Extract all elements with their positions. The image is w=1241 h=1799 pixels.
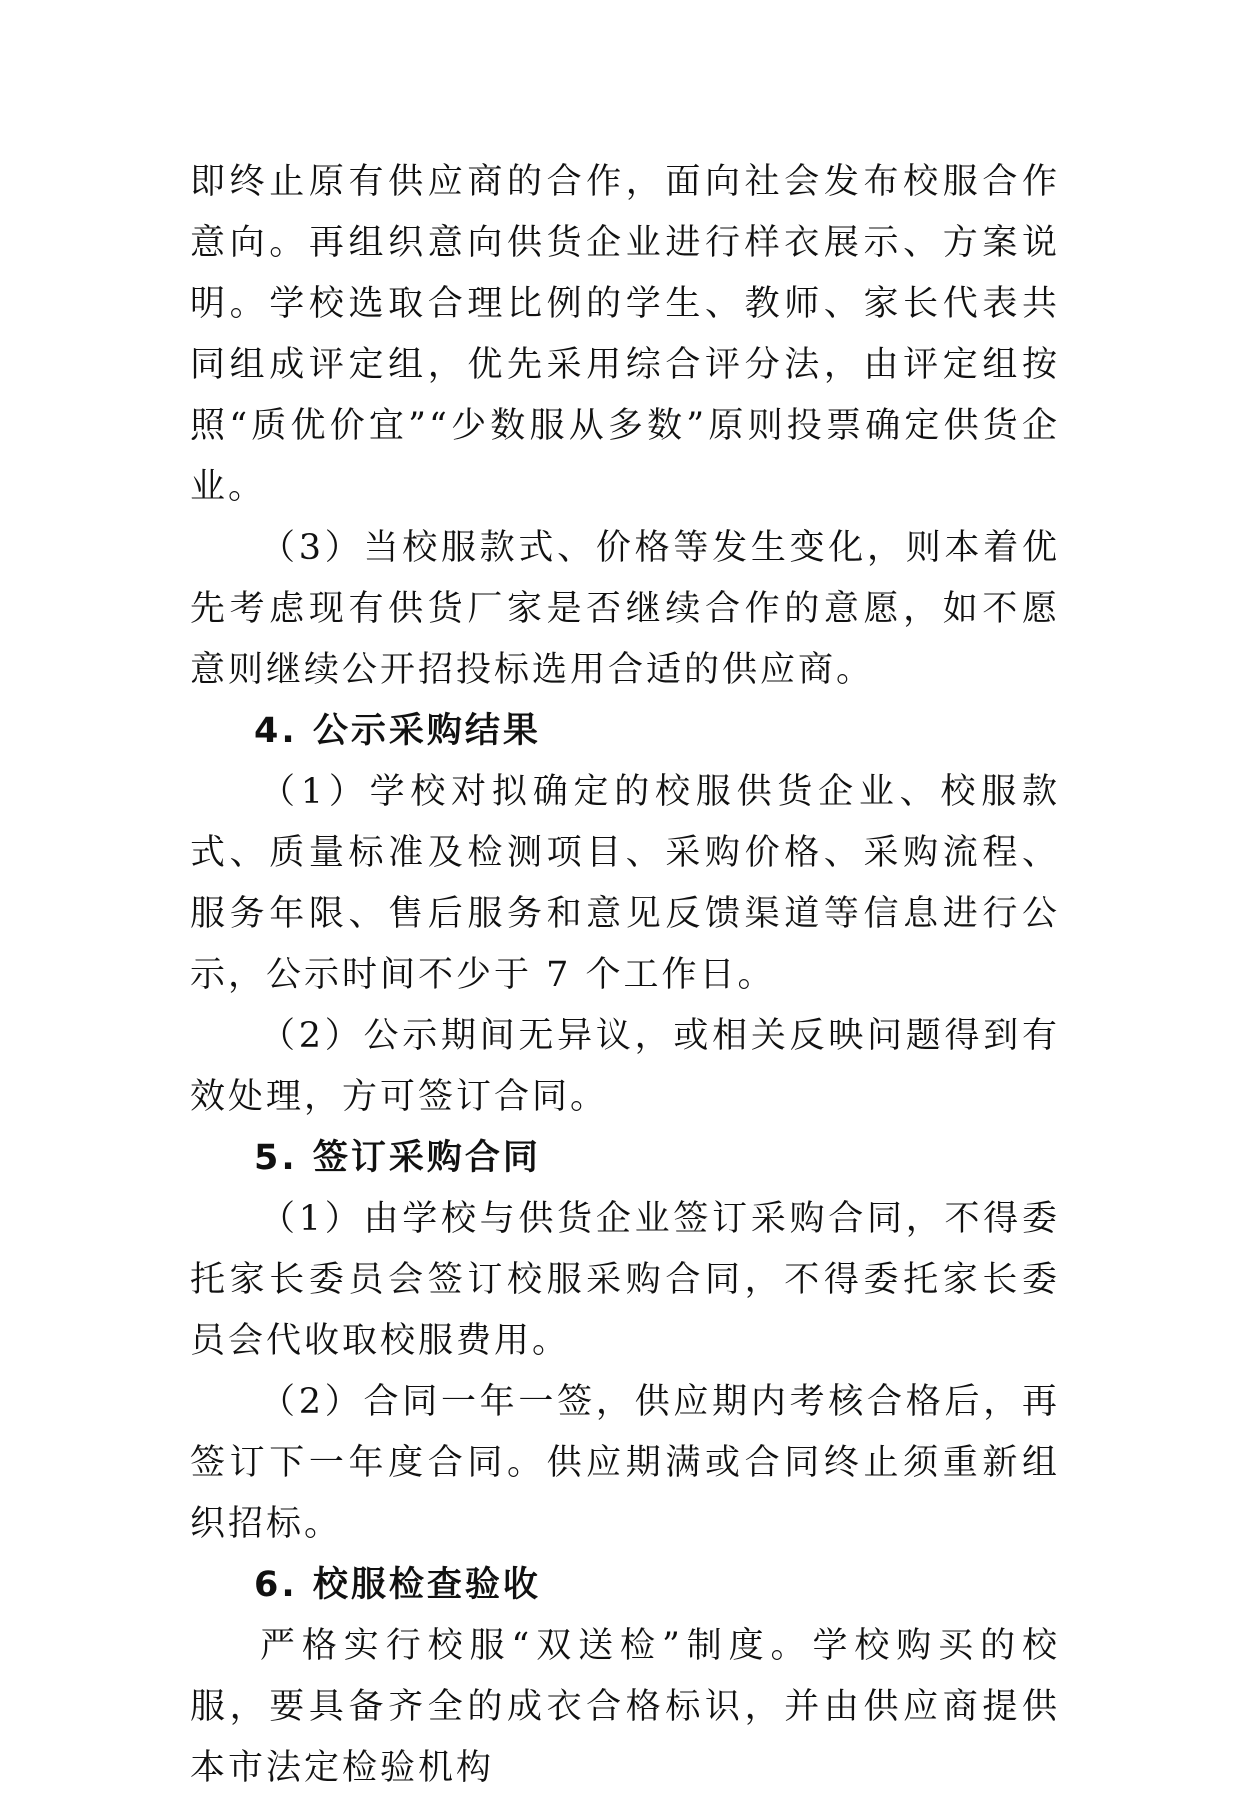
paragraph-item-1: （1）学校对拟确定的校服供货企业、校服款式、质量标准及检测项目、采购价格、采购流程、服务年限、售后服务和意见反馈渠道等信息进行公示，公示时间不少于 7 个工作日。	[190, 772, 1060, 995]
paragraph-item-3: （3）当校服款式、价格等发生变化，则本着优先考虑现有供货厂家是否继续合作的意愿，如不愿意则继续公开招投标选用合适的供应商。	[190, 528, 1060, 690]
paragraph-item-2: （2）合同一年一签，供应期内考核合格后，再签订下一年度合同。供应期满或合同终止须重新组织招标。	[190, 1382, 1060, 1544]
paragraph-item-1: （1）由学校与供货企业签订采购合同，不得委托家长委员会签订校服采购合同，不得委托家长委员会代收取校服费用。	[190, 1199, 1060, 1361]
paragraph-inspection: 严格实行校服“双送检”制度。学校购买的校服，要具备齐全的成衣合格标识，并由供应商提供本市法定检验机构	[190, 1626, 1060, 1788]
document-body	[190, 152, 1060, 1799]
section-heading-5: 5. 签订采购合同	[254, 1138, 541, 1178]
section-heading-4: 4. 公示采购结果	[254, 711, 541, 751]
paragraph-item-2: （2）公示期间无异议，或相关反映问题得到有效处理，方可签订合同。	[190, 1016, 1060, 1117]
section-heading-6: 6. 校服检查验收	[254, 1565, 541, 1605]
paragraph-continuation: 即终止原有供应商的合作，面向社会发布校服合作意向。再组织意向供货企业进行样衣展示、方案说明。学校选取合理比例的学生、教师、家长代表共同组成评定组，优先采用综合评分法，由评定组按照“质优价宜”“少数服从多数”原则投票确定供货企业。	[190, 162, 1060, 507]
